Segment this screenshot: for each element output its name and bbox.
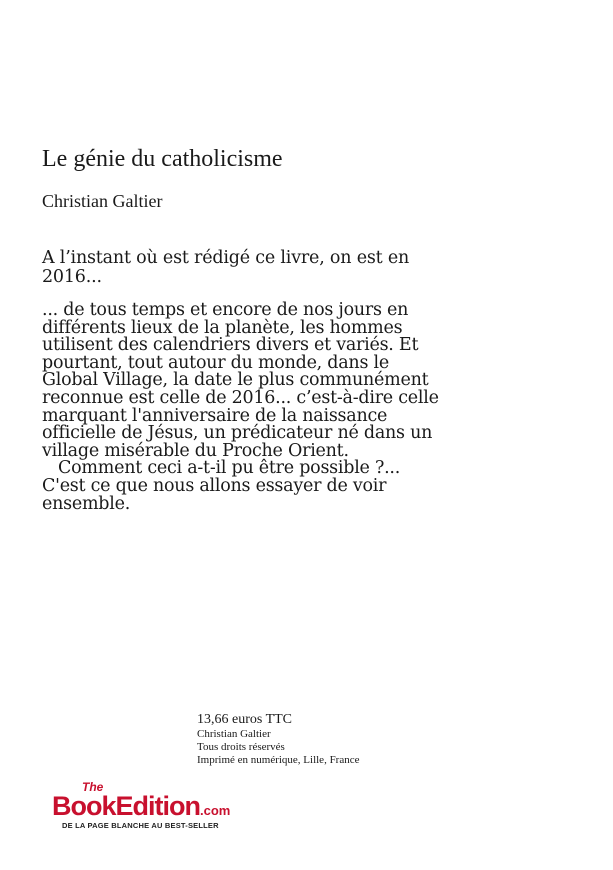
- logo-domain-text: .com: [199, 803, 231, 818]
- intro-line: A l’instant où est rédigé ce livre, on est en: [42, 248, 410, 268]
- body-line: reconnue est celle de 2016... c’est-à-dire celle: [42, 387, 439, 408]
- body-line: ... de tous temps et encore de nos jours en: [42, 300, 409, 320]
- body-line: marquant l'anniversaire de la naissance: [42, 405, 388, 426]
- logo-the-text: The: [82, 780, 104, 794]
- body-line: ensemble.: [42, 493, 131, 514]
- body-line: utilisent des calendriers divers et variés. Et: [42, 335, 419, 356]
- imprint-rights: Tous droits réservés: [197, 741, 285, 753]
- intro-line: 2016...: [42, 266, 102, 287]
- book-title: Le génie du catholicisme: [42, 146, 283, 172]
- body-line: Global Village, la date le plus communément: [42, 370, 429, 391]
- intro-paragraph: [42, 249, 442, 286]
- bookedition-logo: [52, 781, 252, 845]
- imprint-printed: Imprimé en numérique, Lille, France: [197, 754, 360, 766]
- imprint-block: [197, 711, 360, 767]
- body-line: pourtant, tout autour du monde, dans le: [42, 352, 389, 373]
- book-author: Christian Galtier: [42, 191, 163, 211]
- imprint-author: Christian Galtier: [197, 728, 271, 740]
- body-paragraph: [42, 302, 462, 513]
- price-label: 13,66 euros TTC: [197, 712, 293, 727]
- body-line: différents lieux de la planète, les hommes: [42, 317, 403, 338]
- body-line: C'est ce que nous allons essayer de voir: [42, 475, 387, 496]
- logo-tagline: DE LA PAGE BLANCHE AU BEST-SELLER: [62, 821, 219, 830]
- logo-main-text: BookEdition: [52, 791, 200, 821]
- body-line-indented: Comment ceci a-t-il pu être possible ?...: [58, 458, 401, 479]
- body-line: officielle de Jésus, un prédicateur né dans un: [42, 423, 433, 444]
- body-line: village misérable du Proche Orient.: [42, 440, 349, 461]
